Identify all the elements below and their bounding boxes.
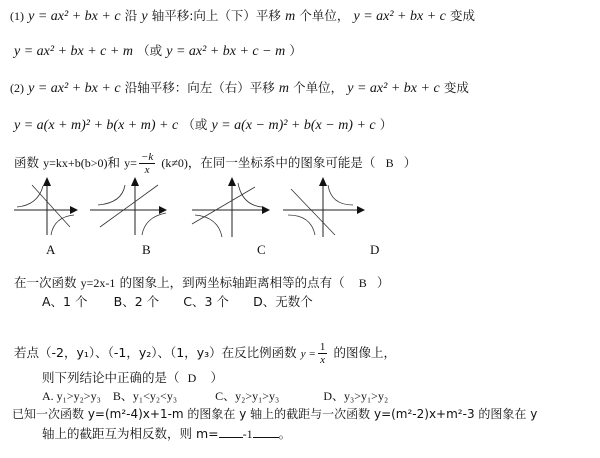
q4-answer-blank (219, 437, 243, 438)
translation-rule-1 (10, 8, 475, 25)
rule-label: (1) (10, 9, 24, 23)
q2-text: 的图象上，到两坐标轴距离相等的点有（ (119, 275, 345, 290)
shift-var: m (285, 9, 296, 24)
parabola-expression: y = ax² + bx + c (353, 9, 446, 24)
q4-answer-blank (253, 437, 279, 438)
q1-inverse-lhs: y= (124, 156, 137, 170)
question-1-stem (14, 151, 416, 176)
q1-text: 函数 (14, 155, 40, 170)
rule-text: （或 (182, 117, 208, 132)
result-expression: y = a(x + m)² + b(x + m) + c (14, 118, 179, 133)
q3-text: 的图像上， (333, 345, 396, 360)
fraction-denominator: x (144, 164, 150, 176)
graph-c (190, 177, 275, 242)
q3-option-b: B、y₁<y₂<y₃ (112, 389, 177, 403)
rule-text: ） (379, 117, 393, 132)
question-3-options (42, 388, 388, 405)
q2-text: 在一次函数 (14, 275, 77, 290)
q1-text: 和 (107, 155, 120, 170)
question-4-line-2 (42, 426, 291, 443)
rule-text: 沿轴平移：向左（右）平移 (124, 80, 275, 95)
translation-result-1 (14, 43, 302, 60)
translation-rule-2 (10, 80, 469, 97)
shift-var: m (278, 81, 289, 96)
q2-option-b: B、2 个 (113, 294, 160, 309)
result-expression: y = ax² + bx + c − m (166, 44, 286, 59)
graph-a (14, 177, 80, 242)
q4-text: 。 (278, 426, 292, 441)
fraction-denominator: x (320, 354, 325, 366)
result-expression: y = a(x − m)² + b(x − m) + c (211, 118, 376, 133)
q2-option-d: D、无数个 (253, 294, 313, 309)
rule-text: 变成 (450, 8, 476, 23)
q3-option-c: C、y₂>y₁>y₃ (215, 389, 280, 403)
graph-label-b: B (142, 242, 151, 257)
q2-answer: B (358, 276, 367, 290)
q1-text: ，在同一坐标系中的图象可能是（ (187, 155, 376, 170)
parabola-expression: y = ax² + bx + c (28, 9, 121, 24)
q1-graph-options (10, 177, 430, 262)
q3-option-a: A. y₁>y₂>y₃ (42, 389, 101, 403)
rule-text: 沿 (124, 8, 138, 23)
q2-text: ） (376, 275, 390, 290)
question-2-stem (14, 275, 389, 292)
graph-label-c: C (257, 242, 266, 257)
question-4-line-1 (12, 406, 537, 423)
q3-inverse-lhs: y = (300, 348, 316, 360)
rule-text: 轴平移:向上（下）平移 (151, 8, 281, 23)
q2-option-c: C、3 个 (183, 294, 229, 309)
q3-fraction (318, 341, 328, 366)
question-3-prompt (42, 370, 223, 387)
rule-text: ） (289, 43, 302, 58)
q1-answer: B (385, 156, 394, 170)
axis-var: y (141, 9, 148, 24)
q4-text: 轴上的截距互为相反数，则 m= (42, 426, 219, 441)
q3-text: 若点（-2，y₁）、（-1，y₂）、（1，y₃）在反比例函数 (14, 345, 297, 360)
q4-text: 已知一次函数 y=(m²-4)x+1-m 的图象在 y 轴上的截距与一次函数 y=(m²-2)x+m²-3 的图象在 y (12, 407, 538, 421)
q3-text: 则下列结论中正确的是（ (42, 370, 180, 385)
q3-answer: D (187, 371, 197, 385)
graph-b (90, 177, 170, 242)
rule-label: (2) (10, 81, 24, 95)
question-3-stem (14, 341, 396, 366)
graph-label-a: A (46, 242, 56, 257)
rule-text: 个单位， (299, 8, 350, 23)
fraction-numerator: −k (140, 151, 154, 163)
parabola-expression: y = ax² + bx + c (28, 81, 121, 96)
parabola-expression: y = ax² + bx + c (347, 81, 440, 96)
result-expression: y = ax² + bx + c + m (14, 44, 133, 59)
graph-label-d: D (370, 242, 380, 257)
q4-answer: -1 (242, 427, 253, 441)
rule-text: （或 (137, 43, 163, 58)
q1-linear-expression: y=kx+b(b>0) (43, 156, 108, 170)
q2-expression: y=2x-1 (80, 276, 116, 290)
q2-option-a: A、1 个 (42, 294, 88, 309)
q3-text: ） (210, 370, 223, 385)
fraction-numerator: 1 (319, 341, 326, 353)
graph-d (283, 177, 373, 242)
q1-condition: (k≠0) (161, 156, 188, 170)
q1-fraction (139, 151, 155, 176)
q3-option-d: D、y₃>y₁>y₂ (323, 389, 389, 403)
q1-text: ） (403, 155, 417, 170)
question-2-options (42, 294, 313, 311)
translation-result-2 (14, 117, 392, 134)
rule-text: 个单位， (293, 80, 344, 95)
rule-text: 变成 (443, 80, 469, 95)
